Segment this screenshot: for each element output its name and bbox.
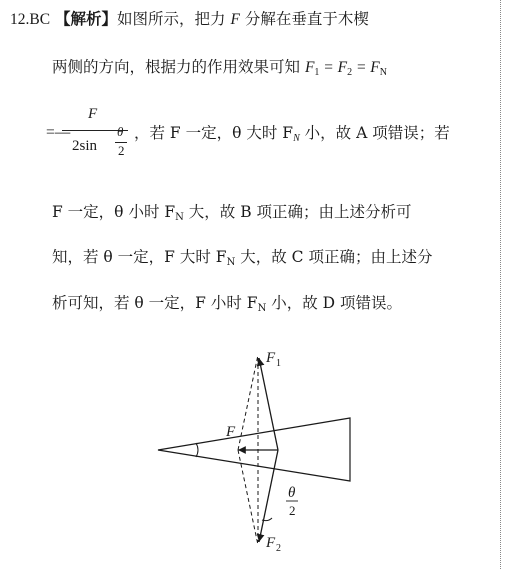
den-theta: θ xyxy=(117,124,124,139)
answer-letters: BC xyxy=(29,11,51,28)
line-2: 两侧的方向，根据力的作用效果可知 $F_1 = F_2 = F_N$ xyxy=(52,58,388,78)
angle-arc xyxy=(196,443,198,457)
equals-sign: =— xyxy=(46,124,71,141)
line-5-text: 知，若 θ 一定，F 大时 F xyxy=(52,248,227,266)
line-4-text-2: 大，故 B 项正确；由上述分析可 xyxy=(183,203,412,221)
line-5-sub: N xyxy=(226,257,236,268)
force-f2-arrow xyxy=(259,450,278,542)
line-3-text: ，若 F 一定，θ 大时 F xyxy=(134,124,294,142)
fraction-numerator: F xyxy=(88,106,98,122)
line-4-sub: N xyxy=(175,212,184,223)
line-1-tail: 分解在垂直于木楔 xyxy=(239,10,369,28)
line-4-text: F 一定，θ 小时 F xyxy=(52,203,176,221)
sub-2: 2 xyxy=(347,67,353,78)
line-2-text: 两侧的方向，根据力的作用效果可知 xyxy=(52,58,305,76)
line-1-text: 如图所示，把力 xyxy=(117,10,231,28)
line-1-var-f: F xyxy=(230,11,240,28)
page-edge-dotted xyxy=(500,0,501,569)
question-number: 12. xyxy=(10,11,30,28)
sub-1: 1 xyxy=(314,67,320,78)
label-f1-sub: 1 xyxy=(276,358,281,369)
line-6-text: 析可知，若 θ 一定，F 小时 F xyxy=(52,294,258,312)
line-3-text-2: 小，故 A 项错误；若 xyxy=(299,124,450,142)
label-f2-sub: 2 xyxy=(276,543,281,554)
label-f1: F xyxy=(266,350,276,366)
label-half-theta-den: 2 xyxy=(289,503,296,518)
label-f2: F xyxy=(266,535,276,551)
label-f: F xyxy=(226,424,236,440)
sub-n: N xyxy=(379,67,388,78)
den-text: 2sin xyxy=(72,138,98,154)
line-6-sub: N xyxy=(257,303,267,314)
analysis-tag: 【解析】 xyxy=(55,9,118,28)
line-3-sub: N xyxy=(293,133,300,144)
den-two: 2 xyxy=(118,143,125,158)
line-5-text-2: 大，故 C 项正确；由上述分 xyxy=(235,248,433,266)
label-half-theta-num: θ xyxy=(288,485,296,501)
line-6-text-2: 小，故 D 项错误。 xyxy=(266,294,403,312)
dashed-line-1 xyxy=(238,355,258,450)
force-f1-arrow xyxy=(259,358,278,450)
